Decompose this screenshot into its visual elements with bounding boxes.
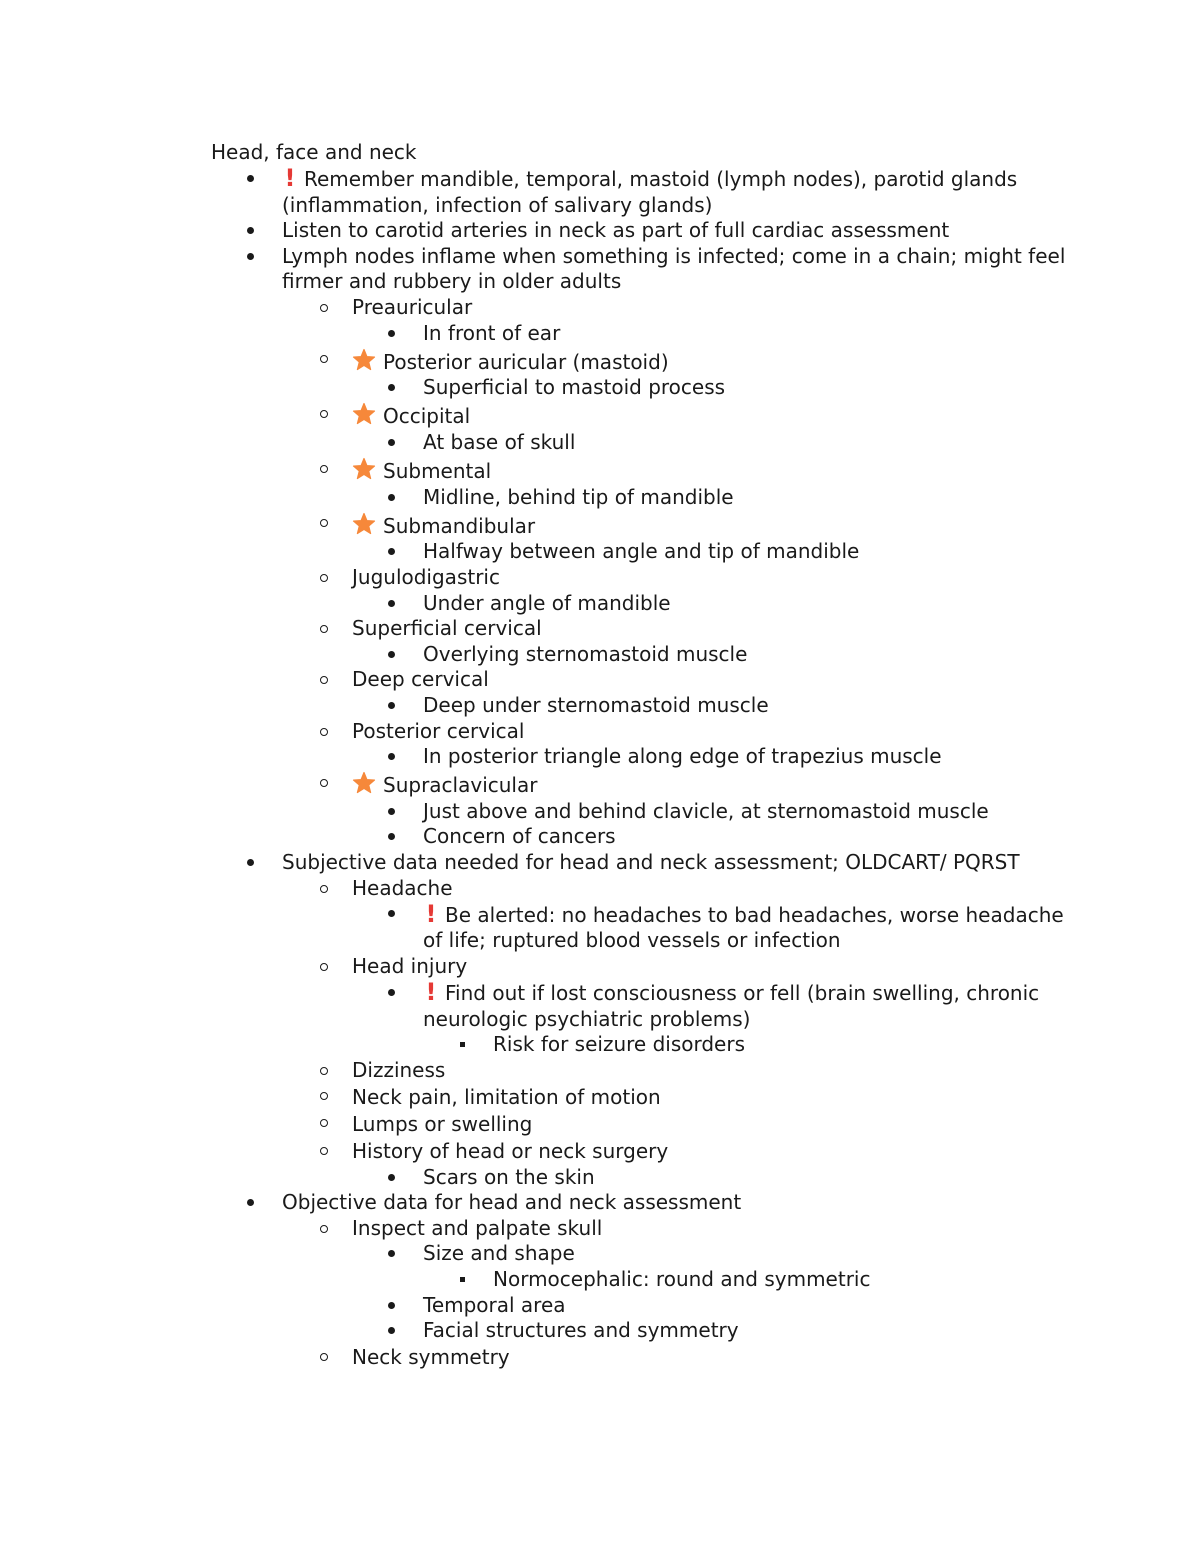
node-label: Submandibular (383, 513, 536, 538)
list-item-node (211, 401, 1071, 430)
exclamation-icon: ! (425, 899, 437, 928)
bullet-text: Listen to carotid arteries in neck as part of full cardiac assessment (282, 218, 950, 243)
bullet-marker (388, 439, 395, 446)
item-text: Risk for seizure disorders (493, 1032, 745, 1057)
list-item-node-detail (211, 693, 1071, 719)
bullet-text: Subjective data needed for head and neck assessment; OLDCART/ PQRST (282, 850, 1020, 875)
bullet-marker (388, 494, 395, 501)
list-item-node-detail (211, 799, 1071, 825)
bullet-marker (320, 1092, 328, 1100)
node-detail: In front of ear (423, 320, 561, 345)
node-detail: At base of skull (423, 430, 576, 455)
list-item-skull (211, 1216, 1071, 1242)
bullet-marker (388, 1302, 395, 1309)
bullet-text: Remember mandible, temporal, mastoid (lymph nodes), parotid glands (inflammation, infection of salivary glands) (282, 167, 1018, 217)
item-text: Scars on the skin (423, 1164, 595, 1189)
node-label: Jugulodigastric (352, 565, 500, 589)
list-item-node (211, 565, 1071, 591)
star-icon (352, 402, 376, 426)
item-text: Be alerted: no headaches to bad headaches, worse headache of life; ruptured blood vessels or infection (423, 902, 1064, 953)
item-text: Inspect and palpate skull (352, 1215, 603, 1240)
node-label: Preauricular (352, 295, 473, 320)
list-item-node-detail (211, 642, 1071, 668)
document-title: Head, face and neck (211, 140, 417, 164)
item-text: Lumps or swelling (352, 1111, 533, 1136)
node-detail: Superficial to mastoid process (423, 375, 726, 400)
list-item-objective (211, 1190, 1071, 1216)
node-detail: Just above and behind clavicle, at sternomastoid muscle (423, 798, 989, 823)
list-item-landmarks (211, 166, 1071, 219)
node-label: Submental (383, 459, 492, 484)
item-text: Head injury (352, 953, 468, 978)
bullet-marker (320, 1067, 328, 1075)
list-item-node (211, 667, 1071, 693)
item-text: Neck pain, limitation of motion (352, 1084, 661, 1109)
item-text: Find out if lost consciousness or fell (brain swelling, chronic neurologic psychiatric problems) (423, 981, 1040, 1031)
bullet-marker (320, 625, 328, 633)
bullet-marker (320, 1119, 328, 1127)
document (211, 140, 1071, 1371)
list-item-headache (211, 876, 1071, 902)
bullet-marker (320, 304, 328, 312)
list-item-node-detail (211, 430, 1071, 456)
bullet-marker (320, 1147, 328, 1155)
bullet-marker (247, 253, 254, 260)
list-item-node (211, 456, 1071, 485)
node-detail: Overlying sternomastoid muscle (423, 641, 748, 666)
bullet-marker (388, 651, 395, 658)
node-label: Deep cervical (352, 667, 489, 692)
list-item-dizziness (211, 1058, 1071, 1084)
list-item-node (211, 295, 1071, 321)
bullet-marker (247, 175, 254, 182)
list-item-size-shape (211, 1241, 1071, 1267)
bullet-marker (388, 330, 395, 337)
node-detail: In posterior triangle along edge of trapezius muscle (423, 744, 942, 769)
bullet-marker (320, 574, 328, 582)
list-item-facial (211, 1318, 1071, 1344)
bullet-marker (460, 1042, 465, 1047)
list-item-carotid (211, 218, 1071, 244)
list-item-normocephalic (211, 1267, 1071, 1293)
main-list (211, 166, 1071, 1371)
list-item-neck-pain (211, 1083, 1071, 1110)
list-item-injury-detail (211, 980, 1071, 1033)
star-icon (352, 512, 376, 536)
item-text: Normocephalic: round and symmetric (493, 1267, 871, 1292)
item-text: Temporal area (423, 1292, 566, 1317)
item-text: Headache (352, 875, 453, 900)
bullet-marker (320, 728, 328, 736)
list-item-neck-symmetry (211, 1344, 1071, 1371)
bullet-marker (320, 779, 328, 787)
list-item-node-detail (211, 591, 1071, 617)
node-label: Occipital (383, 404, 471, 429)
bullet-marker (388, 1174, 395, 1181)
exclamation-icon: ! (284, 164, 296, 193)
bullet-marker (320, 676, 328, 684)
node-detail: Under angle of mandible (423, 590, 671, 615)
node-label: Supraclavicular (383, 773, 538, 798)
star-icon (352, 771, 376, 795)
star-icon (352, 457, 376, 481)
item-text: Dizziness (352, 1057, 446, 1082)
item-text: Neck symmetry (352, 1345, 510, 1370)
bullet-marker (388, 808, 395, 815)
bullet-marker (247, 1199, 254, 1206)
list-item-seizure (211, 1032, 1071, 1058)
list-item-node (211, 616, 1071, 642)
list-item-node-detail (211, 539, 1071, 565)
list-item-lumps (211, 1110, 1071, 1137)
list-item-lymph-nodes (211, 244, 1071, 295)
list-item-headache-detail (211, 901, 1071, 954)
list-item-node-detail (211, 321, 1071, 347)
bullet-marker (388, 910, 395, 917)
bullet-text: Lymph nodes inflame when something is infected; come in a chain; might feel firmer and rubbery in older adults (282, 243, 1066, 294)
node-label: Superficial cervical (352, 616, 542, 641)
node-detail: Halfway between angle and tip of mandible (423, 539, 860, 564)
node-detail: Midline, behind tip of mandible (423, 484, 734, 509)
bullet-marker (247, 859, 254, 866)
list-item-temporal (211, 1293, 1071, 1319)
list-item-node-detail (211, 375, 1071, 401)
list-item-subjective (211, 850, 1071, 876)
bullet-text: Objective data for head and neck assessment (282, 1190, 742, 1215)
list-item-surgery (211, 1138, 1071, 1165)
list-item-node (211, 770, 1071, 799)
list-item-node-detail (211, 824, 1071, 850)
bullet-marker (320, 963, 328, 971)
bullet-marker (320, 885, 328, 893)
bullet-marker (320, 519, 328, 527)
item-text: History of head or neck surgery (352, 1139, 669, 1164)
list-item-node-detail (211, 485, 1071, 511)
exclamation-icon: ! (425, 978, 437, 1006)
bullet-marker (388, 702, 395, 709)
list-item-node (211, 346, 1071, 375)
item-text: Size and shape (423, 1241, 575, 1266)
list-item-scars (211, 1165, 1071, 1191)
bullet-marker (388, 1327, 395, 1334)
star-icon (352, 348, 376, 372)
bullet-marker (388, 753, 395, 760)
bullet-marker (320, 355, 328, 363)
bullet-marker (388, 548, 395, 555)
list-item-node (211, 719, 1071, 745)
bullet-marker (460, 1277, 465, 1282)
item-text: Facial structures and symmetry (423, 1318, 739, 1343)
bullet-marker (388, 384, 395, 391)
node-detail: Deep under sternomastoid muscle (423, 692, 769, 717)
list-item-node-detail (211, 744, 1071, 770)
bullet-marker (388, 989, 395, 996)
list-item-node (211, 510, 1071, 539)
node-label: Posterior cervical (352, 718, 525, 743)
node-label: Posterior auricular (mastoid) (383, 349, 669, 374)
node-detail: Concern of cancers (423, 824, 616, 849)
bullet-marker (320, 465, 328, 473)
bullet-marker (388, 600, 395, 607)
list-item-head-injury (211, 954, 1071, 980)
bullet-marker (320, 410, 328, 418)
bullet-marker (388, 833, 395, 840)
bullet-marker (320, 1225, 328, 1233)
bullet-marker (388, 1250, 395, 1257)
bullet-marker (247, 227, 254, 234)
bullet-marker (320, 1353, 328, 1361)
